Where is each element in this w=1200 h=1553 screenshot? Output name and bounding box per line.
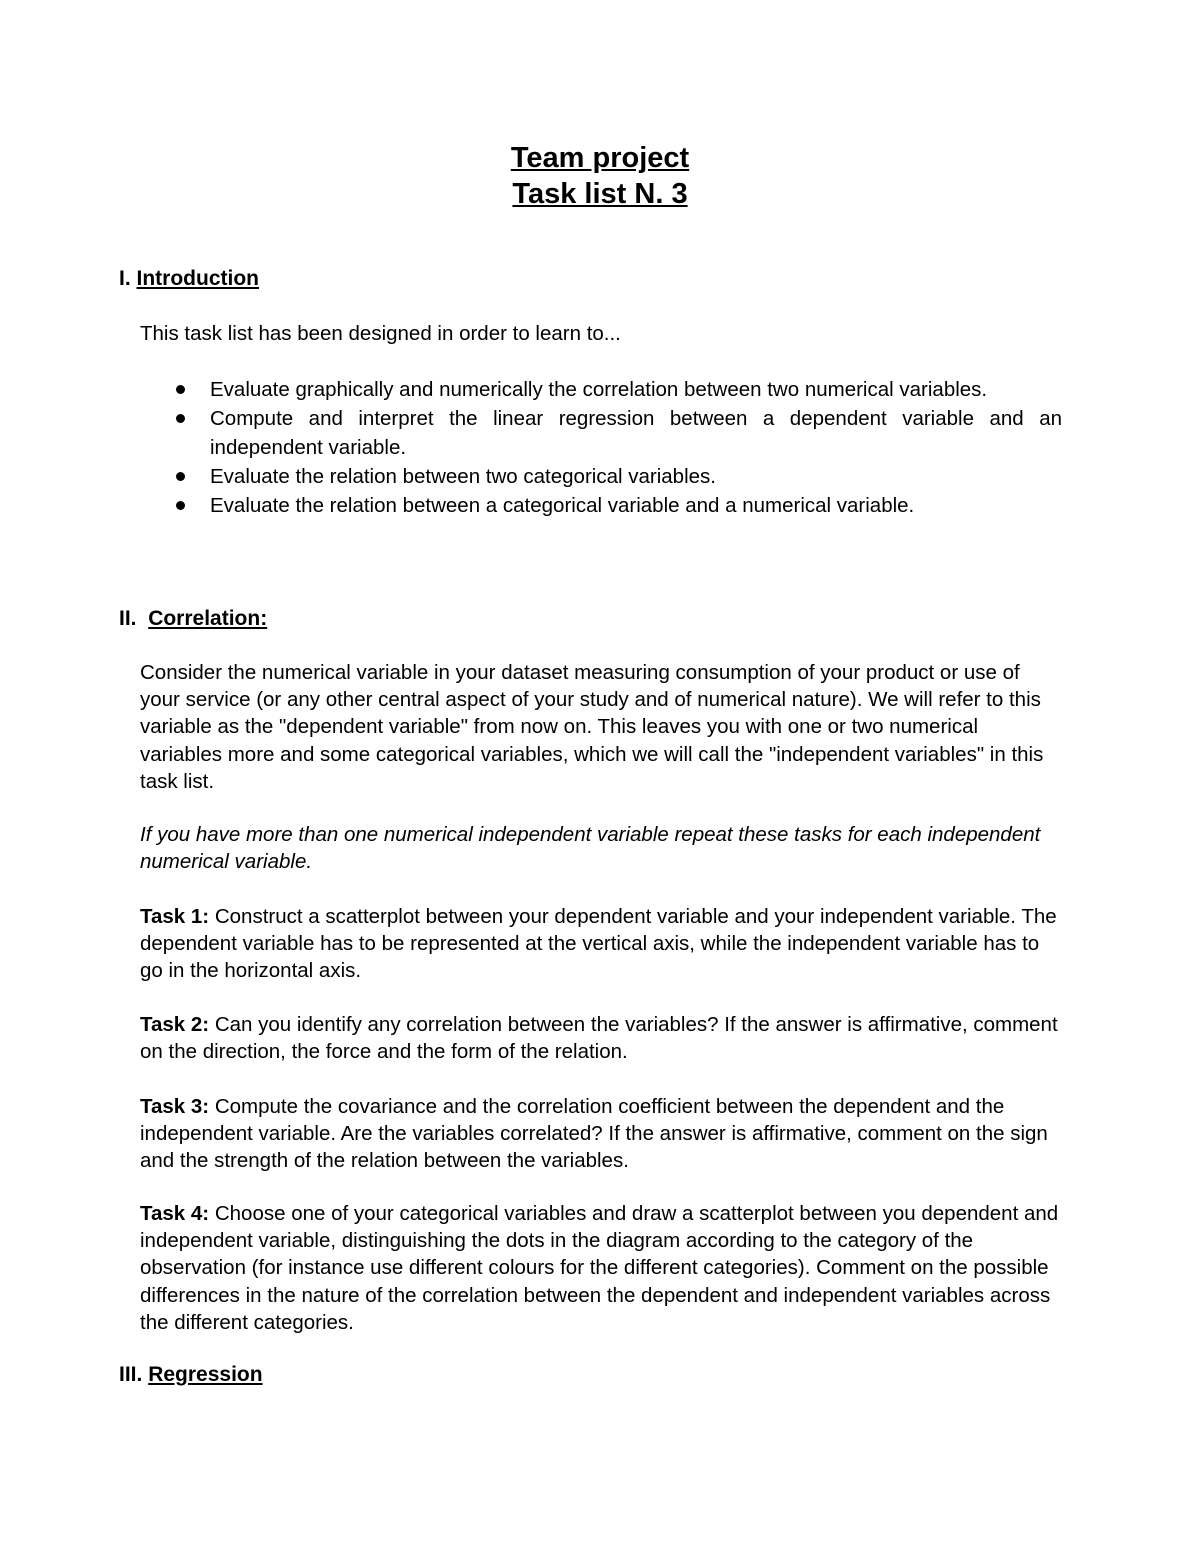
task-text: Can you identify any correlation between the variables? If the answer is affirmative, comment on the direction, the force and the form of the relation. xyxy=(140,1013,1058,1064)
task-text: Construct a scatterplot between your dependent variable and your independent variable. The dependent variable has to be represented at the vertical axis, while the independent variable has to go in the horizontal axis. xyxy=(140,905,1057,983)
task-label: Task 2: xyxy=(140,1013,210,1036)
list-item: Evaluate the relation between two categorical variables. xyxy=(140,462,1062,491)
section-number: III. xyxy=(119,1363,143,1386)
list-item: Evaluate the relation between a categorical variable and a numerical variable. xyxy=(140,491,1062,520)
task-text: Choose one of your categorical variables and draw a scatterplot between you dependent and independent variable, distinguishing the dots in the diagram according to the category of the observation (for instance use different colours for the different categories). Comment on the possible differences in the nature of the correlation between the dependent and independent variables across the different categories. xyxy=(140,1202,1059,1334)
bullet-icon xyxy=(176,472,185,481)
bullet-icon xyxy=(176,414,185,423)
task-4 xyxy=(140,1200,1065,1336)
section-label: Correlation: xyxy=(148,607,268,630)
task-3 xyxy=(140,1093,1065,1175)
bullet-icon xyxy=(176,385,185,394)
section-heading-introduction xyxy=(119,266,259,292)
section-heading-correlation xyxy=(119,606,267,632)
correlation-body: Consider the numerical variable in your dataset measuring consumption of your product or use of your service (or any other central aspect of your study and of numerical nature). We will refer to this variable as the "dependent variable" from now on. This leaves you with one or two numerical variables more and some categorical variables, which we will call the "independent variables" in this task list. xyxy=(140,661,1044,793)
task-2 xyxy=(140,1011,1065,1065)
section-label: Regression xyxy=(148,1363,263,1386)
list-item: Evaluate graphically and numerically the correlation between two numerical variables. xyxy=(140,375,1062,404)
document-title: Team project xyxy=(510,142,690,174)
bullet-icon xyxy=(176,501,185,510)
section-label: Introduction xyxy=(136,267,259,290)
correlation-note: If you have more than one numerical independent variable repeat these tasks for each independent numerical variable. xyxy=(140,823,1041,874)
section-number: I. xyxy=(119,267,131,290)
task-label: Task 4: xyxy=(140,1202,210,1225)
section-number: II. xyxy=(119,607,137,630)
task-text: Compute the covariance and the correlation coefficient between the dependent and the independent variable. Are the variables correlated? If the answer is affirmative, comment on the sign and the strength of the relation between the variables. xyxy=(140,1095,1048,1173)
intro-bullet-list xyxy=(140,375,1062,520)
intro-lead: This task list has been designed in order to learn to... xyxy=(140,322,621,345)
task-label: Task 3: xyxy=(140,1095,210,1118)
section-heading-regression xyxy=(119,1362,263,1388)
document-subtitle: Task list N. 3 xyxy=(512,178,688,210)
list-item: Compute and interpret the linear regression between a dependent variable and an independent variable. xyxy=(140,404,1062,462)
task-1 xyxy=(140,903,1065,985)
task-label: Task 1: xyxy=(140,905,210,928)
